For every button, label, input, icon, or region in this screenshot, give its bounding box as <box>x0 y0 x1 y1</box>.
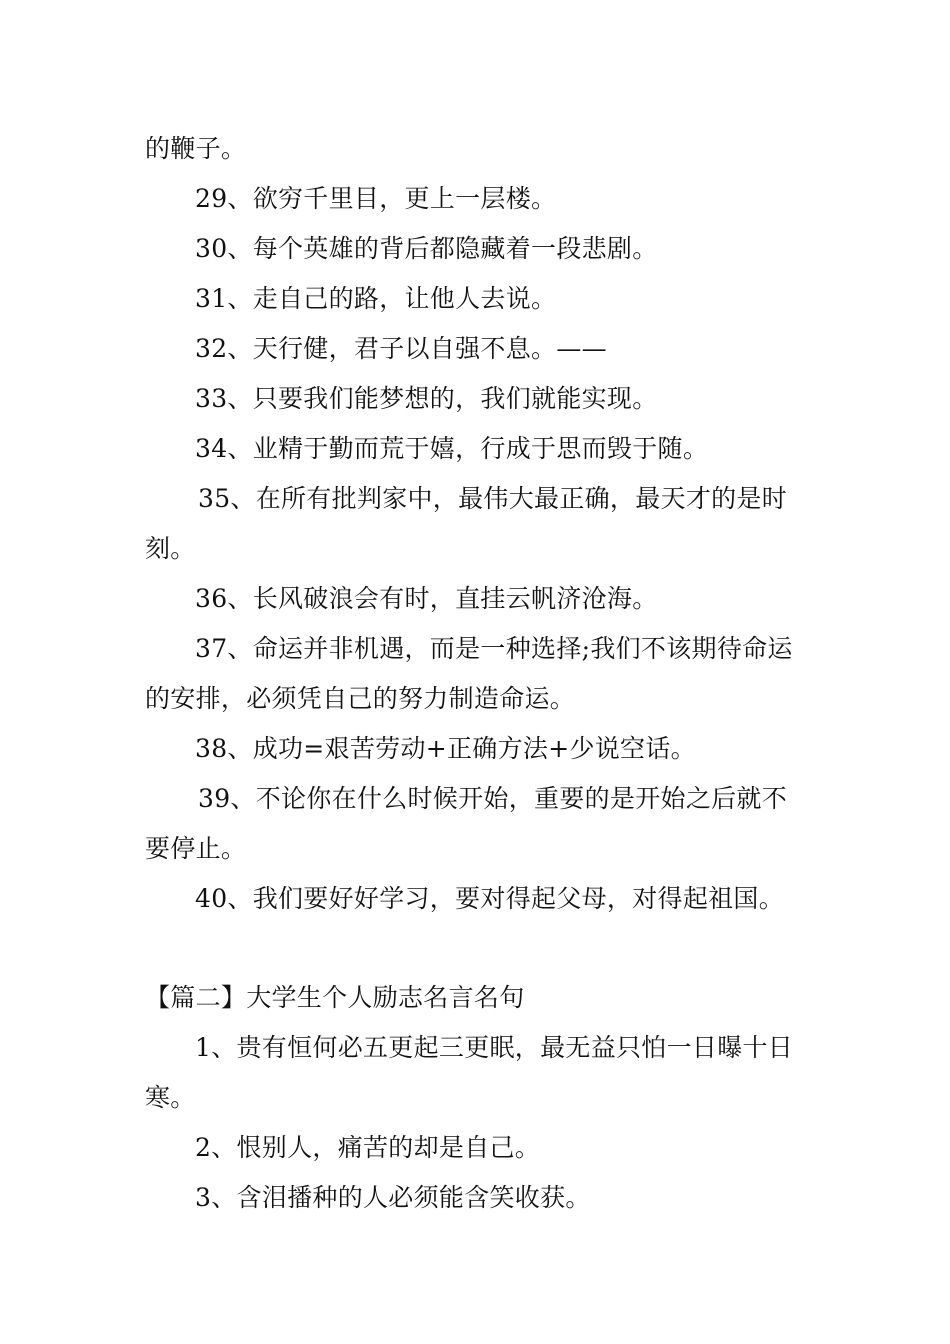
text-line: 40、我们要好好学习，要对得起父母，对得起祖国。 <box>195 884 785 913</box>
text-line: 34、业精于勤而荒于嬉，行成于思而毁于随。 <box>195 434 709 463</box>
text-line: 要停止。 <box>145 834 247 863</box>
text-line: 刻。 <box>145 534 196 563</box>
text-line: 35、在所有批判家中，最伟大最正确，最天才的是时 <box>198 484 788 513</box>
text-line: 30、每个英雄的背后都隐藏着一段悲剧。 <box>195 234 658 263</box>
text-line: 29、欲穷千里目，更上一层楼。 <box>195 184 557 213</box>
text-line: 1、贵有恒何必五更起三更眠，最无益只怕一日曝十日 <box>195 1033 794 1062</box>
text-line: 31、走自己的路，让他人去说。 <box>195 284 557 313</box>
text-line: 的鞭子。 <box>145 134 247 163</box>
section-heading: 【篇二】大学生个人励志名言名句 <box>145 983 525 1012</box>
text-line: 2、恨别人，痛苦的却是自己。 <box>195 1133 541 1162</box>
text-line: 38、成功=艰苦劳动+正确方法+少说空话。 <box>195 734 696 763</box>
text-line: 33、只要我们能梦想的，我们就能实现。 <box>195 384 658 413</box>
text-line: 3、含泪播种的人必须能含笑收获。 <box>195 1183 591 1212</box>
text-line: 寒。 <box>145 1083 196 1112</box>
text-line: 32、天行健，君子以自强不息。—— <box>195 334 607 363</box>
text-line: 的安排，必须凭自己的努力制造命运。 <box>145 684 576 713</box>
text-line: 37、命运并非机遇，而是一种选择;我们不该期待命运 <box>195 634 793 663</box>
text-line: 36、长风破浪会有时，直挂云帆济沧海。 <box>195 584 658 613</box>
text-line: 39、不论你在什么时候开始，重要的是开始之后就不 <box>198 784 788 813</box>
